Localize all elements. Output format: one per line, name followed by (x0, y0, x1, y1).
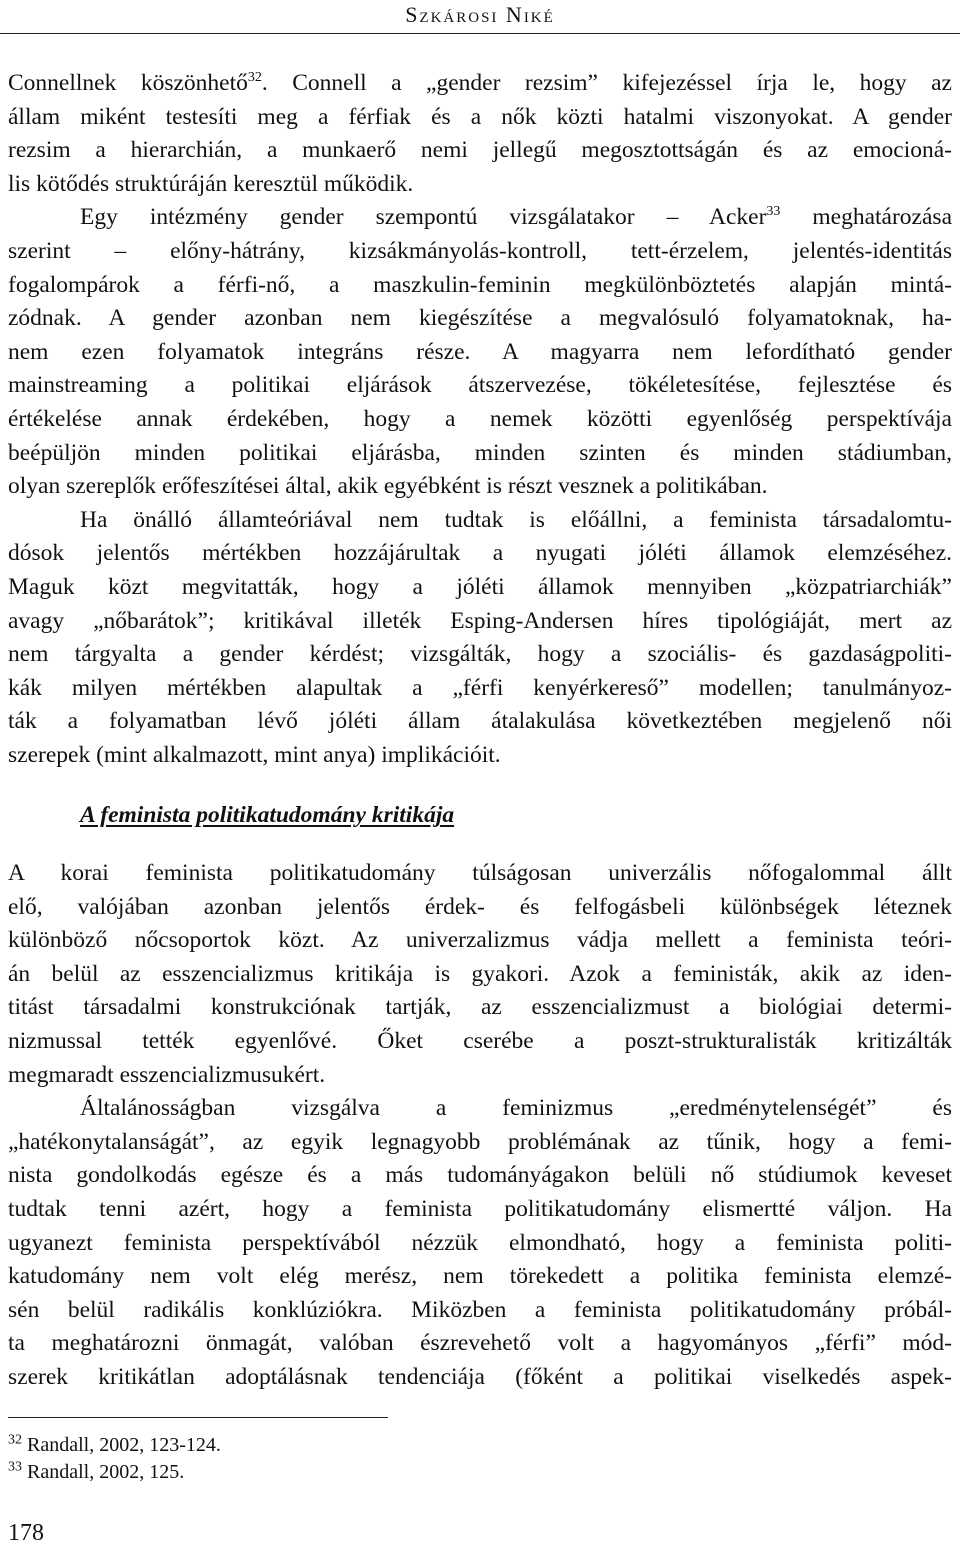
line-text: titást társadalmi konstrukciónak tartják, az esszencializmust a biológiai determi- (8, 994, 952, 1021)
line-text: dósok jelentős mértékben hozzájárultak a nyugati jóléti államok elemzéséhez. (8, 540, 952, 567)
text-line (8, 857, 952, 891)
line-text: nista gondolkodás egésze és a más tudományágakon belüli nő stúdiumok keveset (8, 1162, 952, 1189)
text-line (8, 571, 952, 605)
text-line (8, 302, 952, 336)
line-text: tudtak tenni azért, hogy a feminista politikatudomány elismertté váljon. Ha (8, 1196, 952, 1222)
text-line (8, 638, 952, 672)
text-line (8, 924, 952, 958)
header-rule (0, 33, 960, 34)
line-text: Egy intézmény gender szempontú vizsgálatakor – Acker (80, 204, 767, 231)
text-line (8, 1159, 952, 1193)
section-title: A feminista politikatudomány kritikája (80, 802, 455, 829)
line-text: sén belül radikális konklúziókra. Miközben a feminista politikatudomány próbál- (8, 1296, 952, 1323)
footnote-number: 33 (8, 1459, 22, 1475)
line-text: Általánosságban vizsgálva a feminizmus „eredménytelenségét” és (80, 1095, 952, 1122)
text-line (8, 470, 952, 504)
footnote-rule (8, 1417, 388, 1418)
line-text-continued: meghatározása (780, 204, 952, 231)
text-line (8, 1361, 952, 1395)
line-text: értékelése annak érdekében, hogy a nemek közötti egyenlőség perspektívája (8, 405, 952, 432)
line-text: fogalompárok a férfi-nő, a maszkulin-feminin megkülönböztetés alapján mintá- (8, 271, 952, 298)
footnote-reference: 32 (247, 70, 262, 86)
body-text (8, 67, 952, 1395)
line-text: ták a folyamatban lévő jóléti állam átalakulása következtében megjelenő női (8, 708, 952, 735)
running-header: Szkárosi Niké (405, 2, 555, 27)
line-text: szerepek (mint alkalmazott, mint anya) implikációit. (8, 741, 501, 768)
text-line (8, 1126, 952, 1160)
footnote-text: Randall, 2002, 123-124. (22, 1434, 221, 1456)
line-text: elő, valójában azonban jelentős érdek- és felfogásbeli különbségek léteznek (8, 893, 952, 920)
footnotes (8, 1432, 221, 1486)
text-line (8, 437, 952, 471)
text-line (8, 269, 952, 303)
line-text: avagy „nőbarátok”; kritikával illeték Esping-Andersen híres tipológiáját, mert az (8, 607, 952, 634)
line-text: án belül az esszencializmus kritikája is gyakori. Azok a feministák, akik az iden- (8, 960, 952, 987)
footnote-number: 32 (8, 1432, 22, 1448)
text-line (8, 891, 952, 925)
text-line (8, 369, 952, 403)
footnote-32 (8, 1432, 221, 1459)
line-text: megmaradt esszencializmusukért. (8, 1061, 326, 1088)
line-text: ugyanezt feminista perspektívából nézzük elmondható, hogy a feminista politi- (8, 1229, 952, 1256)
line-text: katudomány nem volt elég merész, nem törekedett a politika feminista elemzé- (8, 1263, 952, 1290)
text-line (8, 67, 952, 101)
line-text: „hatékonytalanságát”, az egyik legnagyobb problémának az tűnik, hogy a femi- (8, 1128, 952, 1155)
text-line (8, 235, 952, 269)
line-text: olyan szereplők erőfeszítései által, akik egyébként is részt vesznek a politikában. (8, 473, 768, 500)
text-line (8, 101, 952, 135)
line-text: nem tárgyalta a gender kérdést; vizsgálták, hogy a szociális- és gazdaságpoliti- (8, 641, 952, 668)
line-text-continued: . Connell a „gender rezsim” kifejezéssel írja le, hogy az (261, 70, 952, 96)
text-line (8, 672, 952, 706)
text-line (8, 958, 952, 992)
text-line (8, 991, 952, 1025)
line-text: szerek kritikátlan adoptálásnak tendenciája (főként a politikai viselkedés aspek- (8, 1363, 952, 1390)
text-line (8, 1193, 952, 1227)
line-text: állam miként testesíti meg a férfiak és a nők közti hatalmi viszonyokat. A gender (8, 103, 952, 130)
page-number: 178 (8, 1520, 44, 1546)
line-text: mainstreaming a politikai eljárások átszervezése, tökéletesítése, fejlesztése és (8, 372, 952, 399)
text-line (8, 1294, 952, 1328)
text-line (8, 605, 952, 639)
line-text: különböző nőcsoportok közt. Az univerzalizmus vádja mellett a feminista teóri- (8, 927, 952, 954)
line-text: lis kötődés struktúráján keresztül működik. (8, 170, 414, 197)
text-line (8, 1092, 952, 1126)
text-line (8, 201, 952, 235)
line-text: zódnak. A gender azonban nem kiegészítése a megvalósuló folyamatoknak, ha- (8, 305, 952, 332)
line-text: Ha önálló államteóriával nem tudtak is előállni, a feminista társadalomtu- (80, 506, 952, 533)
text-line (8, 336, 952, 370)
line-text: ta meghatározni önmagát, valóban észrevehető volt a hagyományos „férfi” mód- (8, 1330, 952, 1357)
text-line (8, 739, 952, 773)
paragraphs-after-section (8, 857, 952, 1395)
text-line (8, 1025, 952, 1059)
line-text: szerint – előny-hátrány, kizsákmányolás-kontroll, tett-érzelem, jelentés-identitás (8, 237, 952, 264)
line-text: Connellnek köszönhető (8, 70, 248, 96)
line-text: A korai feminista politikatudomány túlságosan univerzális nőfogalommal állt (8, 860, 952, 887)
line-text: rezsim a hierarchián, a munkaerő nemi jellegű megosztottságán és az emocioná- (8, 137, 952, 164)
text-line (8, 1059, 952, 1093)
line-text: nem ezen folyamatok integráns része. A magyarra nem lefordítható gender (8, 338, 952, 365)
paragraphs-before-section (8, 67, 952, 772)
text-line (8, 705, 952, 739)
text-line (8, 403, 952, 437)
text-line (8, 1327, 952, 1361)
text-line (8, 537, 952, 571)
line-text: nizmussal tették egyenlővé. Őket cserébe a poszt-strukturalisták kritizálták (8, 1028, 952, 1055)
line-text: beépüljön minden politikai eljárásba, minden szinten és minden stádiumban, (8, 439, 952, 466)
line-text: kák milyen mértékben alapultak a „férfi kenyérkereső” modellen; tanulmányoz- (8, 674, 952, 701)
text-line (8, 1260, 952, 1294)
footnote-33 (8, 1459, 221, 1486)
text-line (8, 134, 952, 168)
text-line (8, 1227, 952, 1261)
line-text: Maguk közt megvitatták, hogy a jóléti államok mennyiben „közpatriarchiák” (8, 573, 952, 600)
text-line (8, 504, 952, 538)
footnote-reference: 33 (766, 204, 781, 220)
text-line (8, 168, 952, 202)
footnote-text: Randall, 2002, 125. (22, 1461, 185, 1483)
